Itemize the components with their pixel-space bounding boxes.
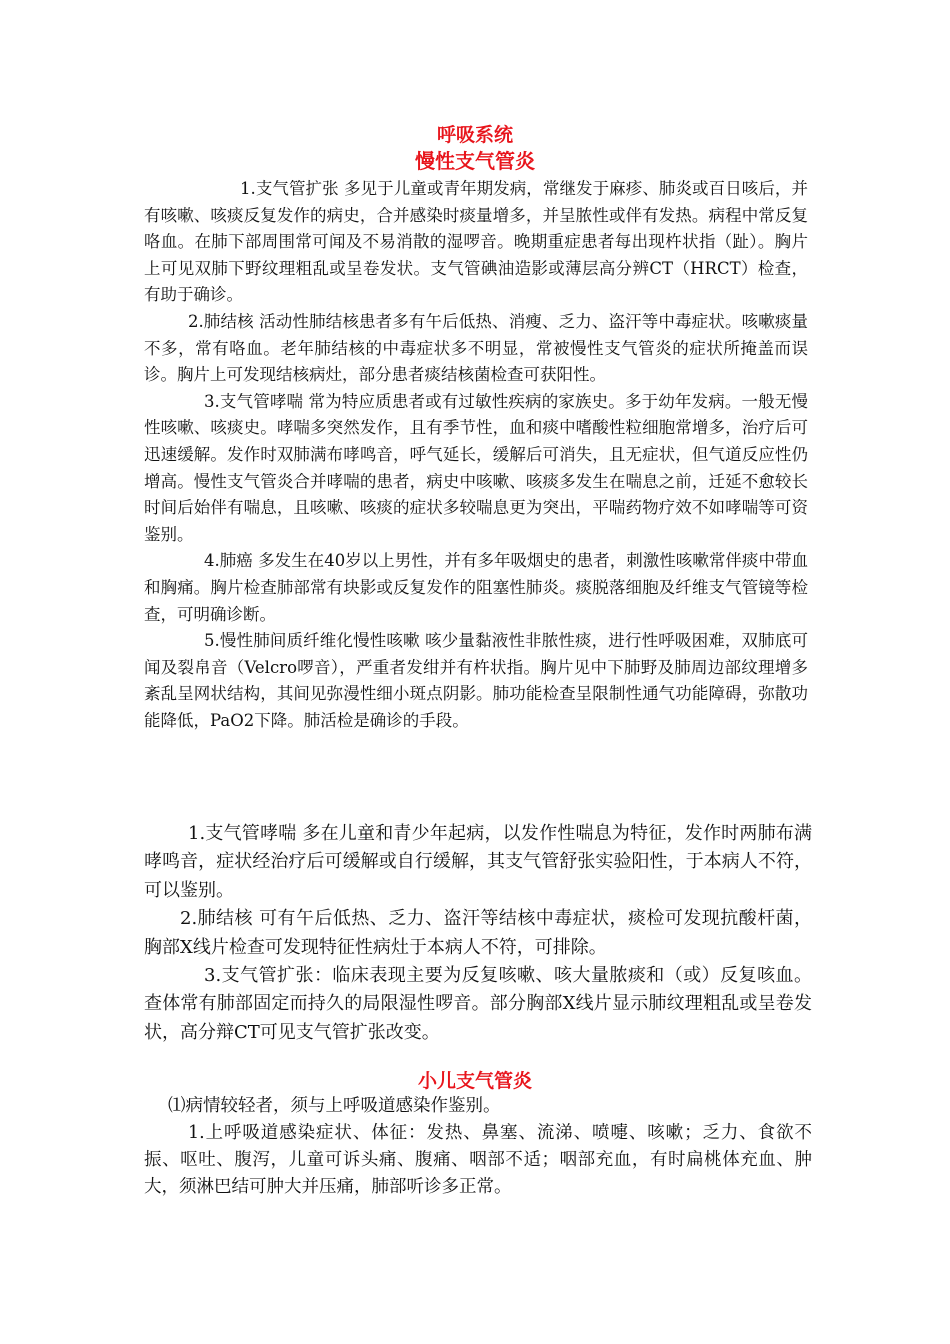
differential-list-1 [144, 176, 808, 734]
paragraph: 5.慢性肺间质纤维化慢性咳嗽 咳少量黏液性非脓性痰，进行性呼吸困难，双肺底可闻及裂帛音（Velcro啰音），严重者发绀并有杵状指。胸片见中下肺野及肺周边部纹理增多紊乱呈网状结构，其间见弥漫性细小斑点阴影。肺功能检查呈限制性通气功能障碍，弥散功能降低，PaO2下降。肺活检是确诊的手段。 [144, 631, 808, 730]
paragraph: 3.支气管哮喘 常为特应质患者或有过敏性疾病的家族史。多于幼年发病。一般无慢性咳嗽、咳痰史。哮喘多突然发作，且有季节性，血和痰中嗜酸性粒细胞常增多，治疗后可迅速缓解。发作时双肺满布哮鸣音，呼气延长，缓解后可消失，且无症状，但气道反应性仍增高。慢性支气管炎合并哮喘的患者，病史中咳嗽、咳痰多发生在喘息之前，迁延不愈较长时间后始伴有喘息，且咳嗽、咳痰的症状多较喘息更为突出，平喘药物疗效不如哮喘等可资鉴别。 [144, 391, 808, 544]
differential-list-3 [144, 1093, 812, 1201]
paragraph: 1.上呼吸道感染症状、体征：发热、鼻塞、流涕、喷嚏、咳嗽；乏力、食欲不振、呕吐、腹泻，儿童可诉头痛、腹痛、咽部不适；咽部充血，有时扁桃体充血、肿大，须淋巴结可肿大并压痛，肺部听诊多正常。 [144, 1123, 812, 1197]
paragraph: 1.支气管扩张 多见于儿童或青年期发病，常继发于麻疹、肺炎或百日咳后，并有咳嗽、咳痰反复发作的病史，合并感染时痰量增多，并呈脓性或伴有发热。病程中常反复咯血。在肺下部周围常可闻及不易消散的湿啰音。晚期重症患者每出现杵状指（趾）。胸片上可见双肺下野纹理粗乱或呈卷发状。支气管碘油造影或薄层高分辨CT（HRCT）检查，有助于确诊。 [144, 179, 808, 305]
title-block [0, 122, 950, 174]
paragraph: 1.支气管哮喘 多在儿童和青少年起病，以发作性喘息为特征，发作时两肺布满哮鸣音，症状经治疗后可缓解或自行缓解，其支气管舒张实验阳性，于本病人不符，可以鉴别。 [144, 823, 812, 901]
chronic-bronchitis-heading: 慢性支气管炎 [415, 149, 535, 173]
pediatric-bronchitis-heading: 小儿支气管炎 [417, 1070, 532, 1092]
differential-list-2 [144, 820, 812, 1047]
paragraph: 2.肺结核 可有午后低热、乏力、盗汗等结核中毒症状，痰检可发现抗酸杆菌，胸部X线片检查可发现特征性病灶于本病人不符，可排除。 [144, 908, 812, 958]
paragraph: 3.支气管扩张：临床表现主要为反复咳嗽、咳大量脓痰和（或）反复咳血。查体常有肺部固定而持久的局限湿性啰音。部分胸部X线片显示肺纹理粗乱或呈卷发状，高分辩CT可见支气管扩张改变。 [144, 965, 812, 1043]
system-heading: 呼吸系统 [436, 124, 513, 146]
pediatric-title-block [0, 1068, 950, 1094]
paragraph: ⑴病情较轻者，须与上呼吸道感染作鉴别。 [168, 1096, 501, 1116]
paragraph: 4.肺癌 多发生在40岁以上男性，并有多年吸烟史的患者，刺激性咳嗽常伴痰中带血和胸痛。胸片检查肺部常有块影或反复发作的阻塞性肺炎。痰脱落细胞及纤维支气管镜等检查，可明确诊断。 [144, 551, 808, 624]
paragraph: 2.肺结核 活动性肺结核患者多有午后低热、消瘦、乏力、盗汗等中毒症状。咳嗽痰量不多，常有咯血。老年肺结核的中毒症状多不明显，常被慢性支气管炎的症状所掩盖而误诊。胸片上可发现结核病灶，部分患者痰结核菌检查可获阳性。 [144, 311, 808, 385]
